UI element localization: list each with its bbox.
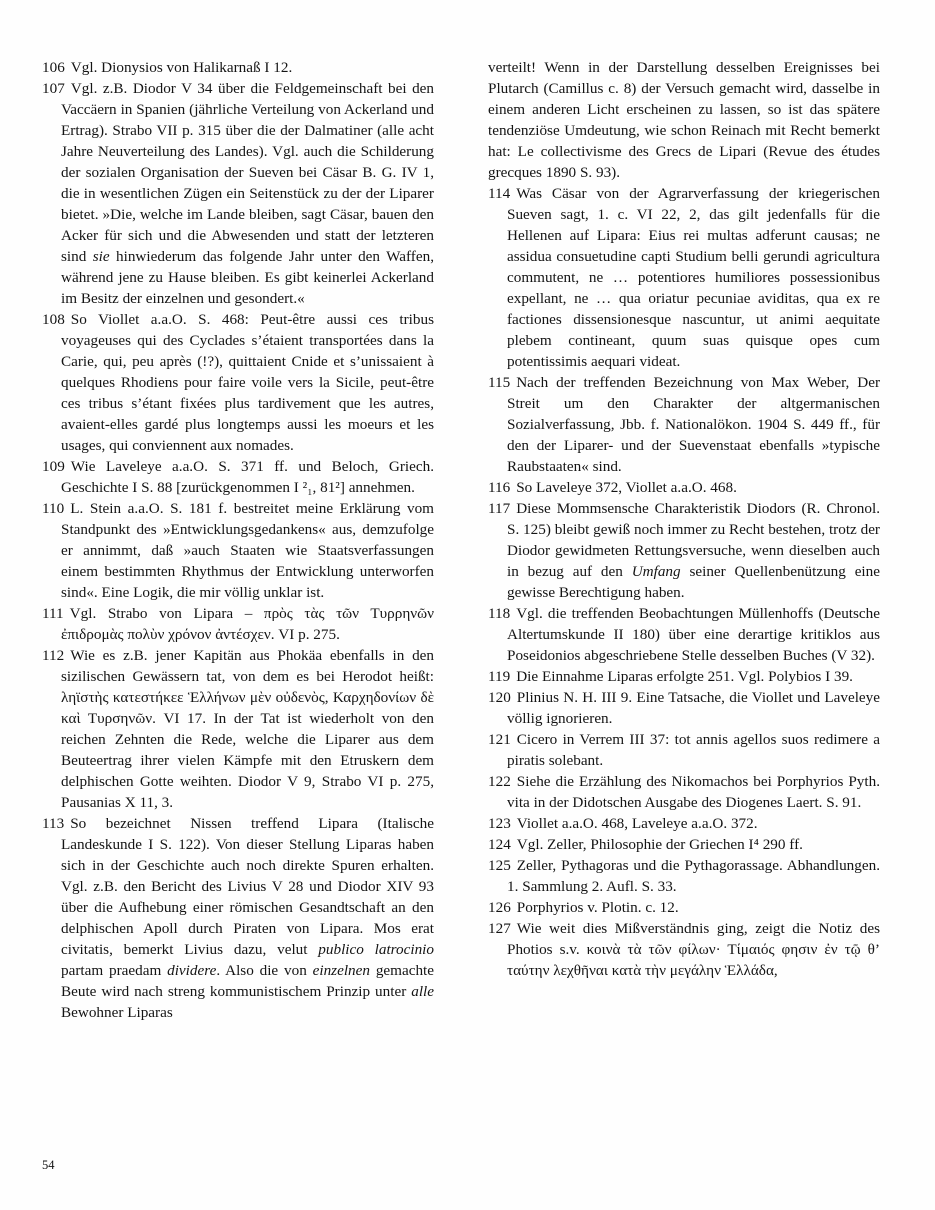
footnote <box>42 498 434 603</box>
footnote-number: 106 <box>42 59 65 76</box>
footnote <box>488 729 880 771</box>
footnote-number: 115 <box>488 374 511 391</box>
footnote-text: Die Einnahme Liparas erfolgte 251. Vgl. Polybios I 39. <box>516 668 853 685</box>
footnote <box>42 456 434 498</box>
footnote-number: 123 <box>488 815 511 832</box>
footnote-text: Vgl. Strabo von Lipara – πρὸς τὰς τῶν Τυρρηνῶν ἐπιδρομὰς πολὺν χρόνον ἀντέσχεν. VI p. 275. <box>61 605 434 643</box>
footnote <box>488 372 880 477</box>
footnote <box>488 918 880 981</box>
left-column <box>42 57 434 1023</box>
footnote-text: Vgl. die treffenden Beobachtungen Müllenhoffs (Deutsche Altertumskunde II 180) über eine derartige kritiklos aus Poseidonios abgeschriebene Stelle desselben Buches (V 32). <box>507 605 880 664</box>
footnote-text: So bezeichnet Nissen treffend Lipara (Italische Landeskunde I S. 122). Von dieser Stellung Liparas haben sich in der Geschichte auch noch direkte Spuren erhalten. Vgl. z.B. den Bericht des Livius V 28 und Diodor XIV 93 über die Aufhebung einer römischen Gesandtschaft an den delphischen Apoll durch Piraten von Lipara. Mos erat civitatis, bemerkt Livius dazu, velut publico latrocinio partam praedam dividere. Also die von einzelnen gemachte Beute wird nach streng kommunistischem Prinzip unter alle Bewohner Liparas <box>61 815 434 1021</box>
footnote <box>488 666 880 687</box>
footnote <box>488 855 880 897</box>
footnote-text: verteilt! Wenn in der Darstellung desselben Ereignisses bei Plutarch (Camillus c. 8) der Versuch gemacht wird, dasselbe in einem anderen Licht erscheinen zu lassen, so ist das spätere tendenziöse Umdeutung, wie schon Reinach mit Recht bemerkt hat: Le collectivisme des Grecs de Lipari (Revue des études grecques 1890 S. 93). <box>488 59 880 181</box>
footnote-number: 108 <box>42 311 65 328</box>
footnote <box>488 771 880 813</box>
footnote <box>42 57 434 78</box>
footnote <box>42 309 434 456</box>
footnote-text: Wie Laveleye a.a.O. S. 371 ff. und Beloch, Griech. Geschichte I S. 88 [zurückgenommen I ²₁, 81²] annehmen. <box>61 458 434 496</box>
footnote <box>488 813 880 834</box>
footnote-number: 125 <box>488 857 511 874</box>
footnote <box>488 834 880 855</box>
footnote-number: 110 <box>42 500 65 517</box>
footnote-number: 121 <box>488 731 511 748</box>
footnote <box>488 687 880 729</box>
right-column <box>488 57 880 1023</box>
footnote-text: Vgl. Zeller, Philosophie der Griechen I⁴ 290 ff. <box>516 836 803 853</box>
footnote-text: Wie weit dies Mißverständnis ging, zeigt die Notiz des Photios s.v. κοινὰ τὰ τῶν φίλων· Τίμαιός φησιν ἐν τῷ θ’ ταύτην λεχθῆναι κατὰ τὴν μεγάλην Ἑλλάδα, <box>507 920 880 979</box>
footnote <box>42 645 434 813</box>
footnote-number: 119 <box>488 668 511 685</box>
footnote-number: 124 <box>488 836 511 853</box>
footnote-number: 109 <box>42 458 65 475</box>
footnote-number: 112 <box>42 647 65 664</box>
footnote-text: Porphyrios v. Plotin. c. 12. <box>516 899 679 916</box>
footnote <box>488 183 880 372</box>
footnote-text: Cicero in Verrem III 37: tot annis agellos suos redimere a piratis solebant. <box>507 731 880 769</box>
footnote-text: So Laveleye 372, Viollet a.a.O. 468. <box>516 479 737 496</box>
footnote-number: 114 <box>488 185 511 202</box>
footnote-text: Zeller, Pythagoras und die Pythagorassage. Abhandlungen. 1. Sammlung 2. Aufl. S. 33. <box>507 857 880 895</box>
footnote-text: Diese Mommsensche Charakteristik Diodors (R. Chronol. S. 125) bleibt gewiß noch immer zu Recht bestehen, trotz der Diodor gewidmeten Rettungsversuche, wenn dieselben auch in bezug auf den Umfang seiner Quellenbenützung eine gewisse Berechtigung haben. <box>507 500 880 601</box>
footnote-text: Nach der treffenden Bezeichnung von Max Weber, Der Streit um den Charakter der altgermanischen Sozialverfassung, Jbb. f. Nationalökon. 1904 S. 449 ff., für den der Liparer- und der Suevenstaat ebenfalls »typische Raubstaaten« sind. <box>507 374 880 475</box>
footnote-number: 118 <box>488 605 511 622</box>
footnote-text: Wie es z.B. jener Kapitän aus Phokäa ebenfalls in den sizilischen Gewässern tat, von dem es bei Herodot heißt: ληϊστὴς κατεστήκεε Ἑλλήνων μὲν οὐδενὸς, Καρχηδονίων δὲ καὶ Τυρσηνῶν. VI 17. In der Tat ist wiederholt von den reichen Zehnten die Rede, welche die Liparer aus dem Beuteertrag ihrer vielen Kämpfe mit den Etruskern dem delphischen Gotte weihten. Diodor V 9, Strabo VI p. 275, Pausanias X 11, 3. <box>61 647 434 811</box>
footnote-number: 107 <box>42 80 65 97</box>
footnote-number: 113 <box>42 815 65 832</box>
footnote-text: L. Stein a.a.O. S. 181 f. bestreitet meine Erklärung vom Standpunkt des »Entwicklungsgedankens« aus, demzufolge er annimmt, daß »auch Staaten wie Staatsverfassungen einem bestimmten Rhythmus der Entwicklung unterworfen sind«. Eine Logik, die mir völlig unklar ist. <box>61 500 434 601</box>
footnote-number: 127 <box>488 920 511 937</box>
footnotes-columns <box>42 57 880 1023</box>
footnote <box>488 603 880 666</box>
footnote <box>488 897 880 918</box>
footnote-number: 120 <box>488 689 511 706</box>
footnote-text: So Viollet a.a.O. S. 468: Peut-être aussi ces tribus voyageuses qui des Cyclades s’étaient transportées dans la Carie, qui, peu après (!?), quittaient Cnide et s’unissaient à quelques Rhodiens pour faire voile vers la Sicile, peut-être ces tribus s’étant fixées plus tardivement que les autres, avaient-elles gardé plus longtemps aussi les moeurs et les usages, qui conviennent aux nomades. <box>61 311 434 454</box>
footnote-number: 126 <box>488 899 511 916</box>
footnote <box>42 603 434 645</box>
footnote-text: Viollet a.a.O. 468, Laveleye a.a.O. 372. <box>516 815 758 832</box>
footnote <box>42 78 434 309</box>
footnote <box>42 813 434 1023</box>
footnote-text: Siehe die Erzählung des Nikomachos bei Porphyrios Pyth. vita in der Didotschen Ausgabe des Diogenes Laert. S. 91. <box>507 773 880 811</box>
footnote <box>488 498 880 603</box>
page-number: 54 <box>42 1158 55 1172</box>
footnote-number: 117 <box>488 500 511 517</box>
footnote-number: 111 <box>42 605 64 622</box>
footnote-continuation <box>488 57 880 183</box>
footnote-text: Vgl. z.B. Diodor V 34 über die Feldgemeinschaft bei den Vaccäern in Spanien (jährliche Verteilung von Ackerland und Ertrag). Strabo VII p. 315 über die der Dalmatiner (alle acht Jahre Neuverteilung des Landes). Vgl. auch die Schilderung der sozialen Organisation der Sueven bei Cäsar B. G. IV 1, die in wesentlichen Zügen ein Seitenstück zu der der Liparer bietet. »Die, welche im Lande bleiben, sagt Cäsar, bauen den Acker für sich und die Abwesenden und statt der letzteren sind sie hinwiederum das folgende Jahr unter den Waffen, während jene zu Hause bleiben. Es gibt keinerlei Ackerland im Besitz der einzelnen und gesondert.« <box>61 80 434 307</box>
footnote-text: Plinius N. H. III 9. Eine Tatsache, die Viollet und Laveleye völlig ignorieren. <box>507 689 880 727</box>
footnote-text: Was Cäsar von der Agrarverfassung der kriegerischen Sueven sagt, 1. c. VI 22, 2, das gilt jedenfalls für die Hellenen auf Lipara: Eius rei multas adferunt causas; ne assidua consuetudine capti Studium belli gerundi agricultura commutent, ne … potentiores humiliores possessionibus expellant, ne … qua oriatur pecuniae aviditas, qua ex re factiones dissensionesque nascuntur, ut animi aequitate plebem contineant, quum suas quisque opes cum potentissimis aequari videat. <box>507 185 880 370</box>
footnote <box>488 477 880 498</box>
footnote-number: 122 <box>488 773 511 790</box>
footnote-text: Vgl. Dionysios von Halikarnaß I 12. <box>70 59 293 76</box>
footnote-number: 116 <box>488 479 511 496</box>
